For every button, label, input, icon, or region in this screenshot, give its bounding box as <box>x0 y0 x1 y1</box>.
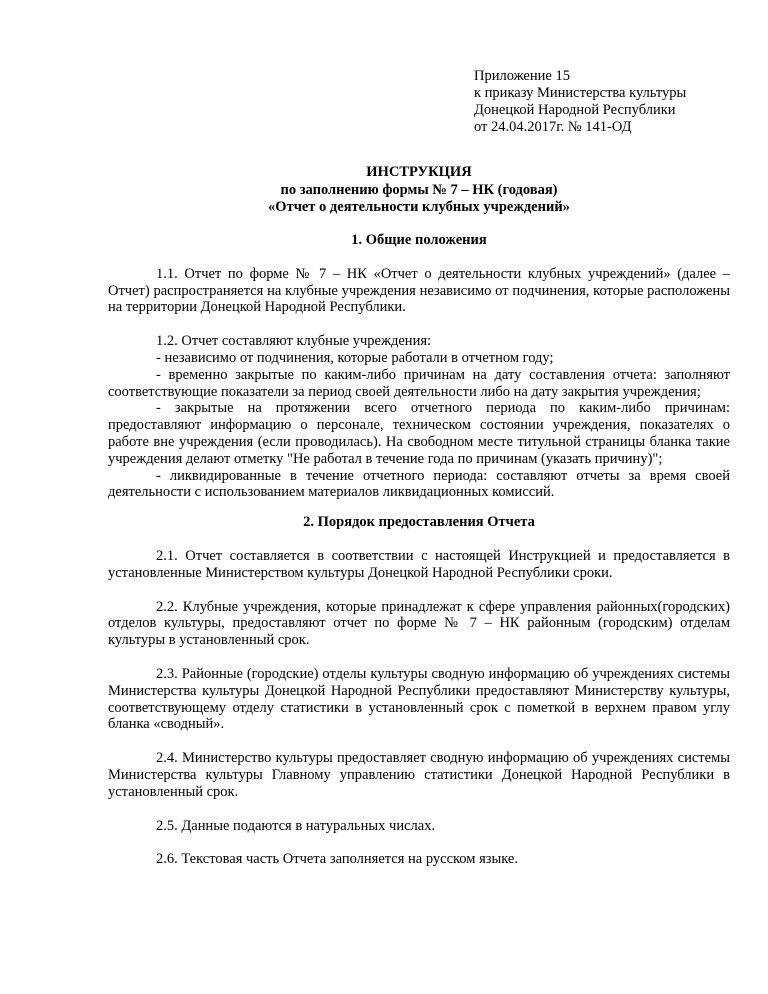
list-item: - независимо от подчинения, которые работали в отчетном году; <box>156 349 554 366</box>
paragraph: 2.3. Районные (городские) отделы культуры сводную информацию об учреждениях системы Министерства культуры Донецкой Народной Республики предоставляют Министерству культуры, соответствующему отделу статистики в установленный срок с пометкой в верхнем правом углу бланка «сводный». <box>108 665 730 733</box>
list-item: - закрытые на протяжении всего отчетного периода по каким-либо причинам: предоставляют информацию о персонале, техническом состоянии учреждения, показателях о работе вне учреждения (если проводилась). На свободном месте титульной страницы бланка такие учреждения делают отметку "Не работал в течение года по причинам (указать причину)"; <box>108 400 730 467</box>
appendix-line: от 24.04.2017г. № 141-ОД <box>474 119 632 135</box>
appendix-line: к приказу Министерства культуры <box>474 85 687 101</box>
appendix-line: Приложение 15 <box>474 68 570 84</box>
appendix-line: Донецкой Народной Республики <box>474 102 676 118</box>
paragraph: 2.5. Данные подаются в натуральных числах. <box>156 817 436 834</box>
paragraph: 1.2. Отчет составляют клубные учреждения: <box>156 333 432 350</box>
section-heading: 1. Общие положения <box>351 232 487 248</box>
title-line: по заполнению формы № 7 – НК (годовая) <box>280 181 558 198</box>
paragraph: 1.1. Отчет по форме № 7 – НК «Отчет о деятельности клубных учреждений» (далее – Отчет) распространяется на клубные учреждения независимо от подчинения, которые расположены на территории Донецкой Народной Республики. <box>108 265 730 316</box>
title-line: «Отчет о деятельности клубных учреждений» <box>268 199 570 215</box>
paragraph: 2.6. Текстовая часть Отчета заполняется на русском языке. <box>156 851 518 868</box>
document-title <box>108 164 730 217</box>
list-item: - ликвидированные в течение отчетного периода: составляют отчеты за время своей деятельности с использованием материалов ликвидационных комиссий. <box>108 467 730 501</box>
appendix-block <box>474 68 734 136</box>
list-item: - временно закрытые по каким-либо причинам на дату составления отчета: заполняют соответствующие показатели за период своей деятельности либо на дату закрытия учреждения; <box>108 366 730 400</box>
paragraph: 2.2. Клубные учреждения, которые принадлежат к сфере управления районных(городских) отделов культуры, предоставляют отчет по форме № 7 – НК районным (городским) отделам культуры в установленный срок. <box>108 598 730 649</box>
document-body <box>108 232 730 868</box>
paragraph: 2.4. Министерство культуры предоставляет сводную информацию об учреждениях системы Министерства культуры Главному управлению статистики Донецкой Народной Республики в установленный срок. <box>108 750 730 800</box>
section-heading: 2. Порядок предоставления Отчета <box>303 514 535 531</box>
paragraph: 2.1. Отчет составляется в соответствии с настоящей Инструкцией и предоставляется в установленные Министерством культуры Донецкой Народной Республики сроки. <box>108 547 730 581</box>
title-line: ИНСТРУКЦИЯ <box>366 164 472 180</box>
